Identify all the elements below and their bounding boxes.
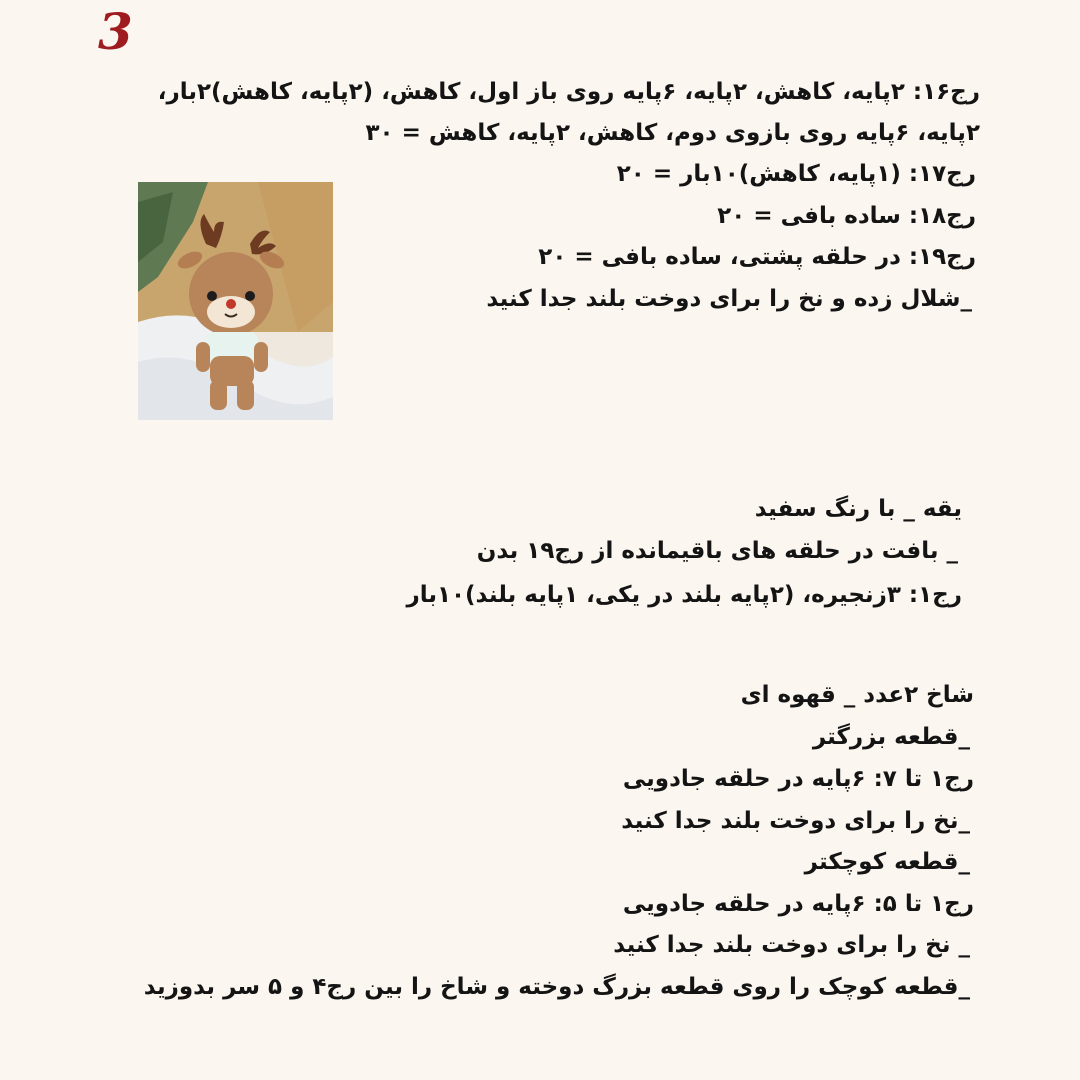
large-piece-label: _قطعه بزرگتر bbox=[812, 724, 970, 750]
collar-line2: رج۱: ۳زنجیره، (۲پایه بلند در یکی، ۱پایه بلند)۱۰بار bbox=[406, 582, 962, 608]
small-piece-label: _قطعه کوچکتر bbox=[804, 849, 970, 875]
large-piece-rows: رج۱ تا ۷: ۶پایه در حلقه جادویی bbox=[622, 766, 974, 792]
finish-line: _شلال زده و نخ را برای دوخت بلند جدا کنید bbox=[486, 286, 972, 312]
row19-line: رج۱۹: در حلقه پشتی، ساده بافی = ۲۰ bbox=[538, 244, 976, 270]
row16-line2: ۲پایه، ۶پایه روی بازوی دوم، کاهش، ۲پایه، کاهش = ۳۰ bbox=[365, 120, 980, 146]
large-piece-finish: _نخ را برای دوخت بلند جدا کنید bbox=[621, 808, 970, 834]
page-number: 3 bbox=[98, 2, 133, 61]
assembly-line: _قطعه کوچک را روی قطعه بزرگ دوخته و شاخ را بین رج۴ و ۵ سر بدوزید bbox=[143, 974, 970, 1000]
antler-title: شاخ ۲عدد _ قهوه ای bbox=[740, 682, 974, 708]
collar-title: یقه _ با رنگ سفید bbox=[754, 496, 962, 522]
small-piece-rows: رج۱ تا ۵: ۶پایه در حلقه جادویی bbox=[622, 891, 974, 917]
reindeer-photo bbox=[138, 182, 333, 420]
row18-line: رج۱۸: ساده بافی = ۲۰ bbox=[717, 203, 976, 229]
row16-line1: رج۱۶: ۲پایه، کاهش، ۲پایه، ۶پایه روی باز اول، کاهش، (۲پایه، کاهش)۲بار، bbox=[157, 79, 980, 105]
collar-line1: _ بافت در حلقه های باقیمانده از رج۱۹ بدن bbox=[476, 538, 958, 564]
small-piece-finish: _ نخ را برای دوخت بلند جدا کنید bbox=[613, 932, 970, 958]
row17-line: رج۱۷: (۱پایه، کاهش)۱۰بار = ۲۰ bbox=[616, 161, 976, 187]
